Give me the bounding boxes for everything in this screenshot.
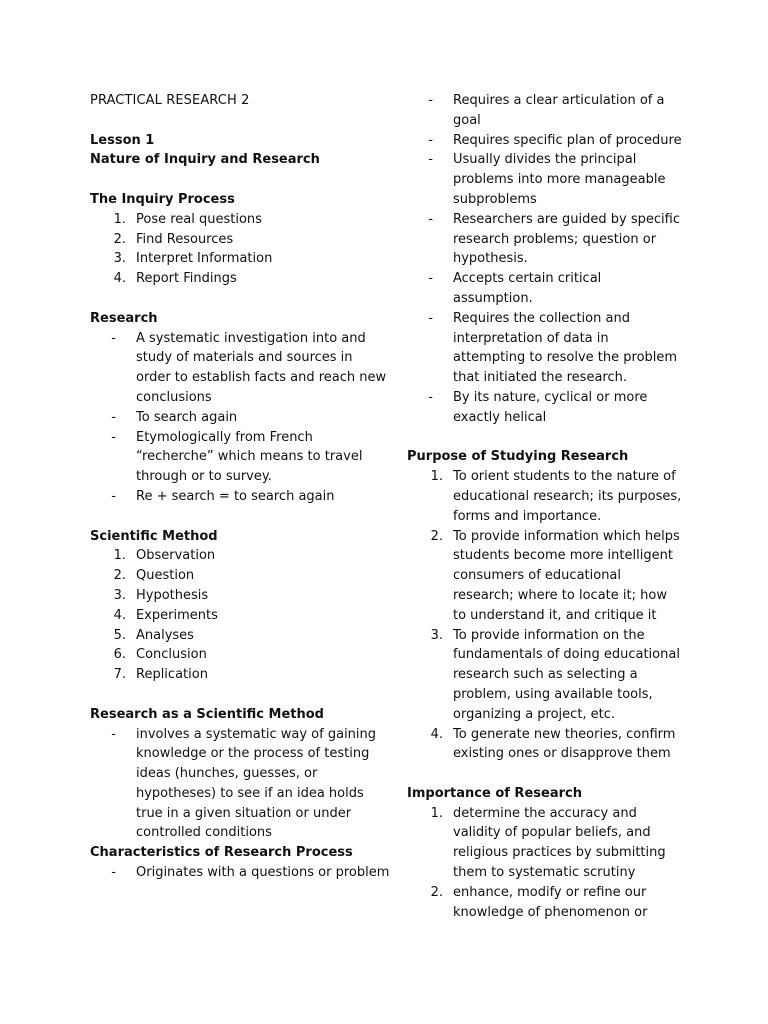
list-item: - Originates with a questions or problem <box>111 865 390 881</box>
list-item: 2. enhance, modify or refine our knowledge of phenomenon or <box>430 884 648 920</box>
list-item: 4. Experiments <box>113 607 218 623</box>
list-item: - Usually divides the principal problems into more manageable subproblems <box>428 152 666 207</box>
list-item: - Researchers are guided by specific research problems; question or hypothesis. <box>428 211 680 267</box>
list-item: - Requires a clear articulation of a goal <box>428 93 665 128</box>
list-item: 3. Hypothesis <box>113 587 209 603</box>
characteristics-list-right <box>407 91 682 428</box>
scientific-method-heading: Scientific Method <box>90 528 218 544</box>
list-item: - involves a systematic way of gaining knowledge or the process of testing ideas (hunches, guesses, or hypotheses) to see if an idea holds true in a given situation or under controlled conditions <box>111 726 377 841</box>
lesson-number: Lesson 1 <box>90 132 155 148</box>
scientific-method-list <box>90 546 390 685</box>
research-scientific-method-list <box>90 725 390 844</box>
importance-list <box>407 804 682 923</box>
left-column <box>90 91 390 883</box>
list-item: - Re + search = to search again <box>111 488 335 504</box>
right-column <box>407 91 682 922</box>
list-item: - Requires the collection and interpretation of data in attempting to resolve the problem that initiated the research. <box>428 310 678 386</box>
characteristics-heading: Characteristics of Research Process <box>90 845 353 861</box>
inquiry-process-heading: The Inquiry Process <box>90 191 235 207</box>
list-item: 5. Analyses <box>113 627 194 643</box>
inquiry-process-list <box>90 210 390 289</box>
list-item: - To search again <box>111 409 238 425</box>
lesson-title: Nature of Inquiry and Research <box>90 152 320 168</box>
research-heading: Research <box>90 310 158 326</box>
list-item: 2. Find Resources <box>113 231 234 247</box>
list-item: 1. Observation <box>113 548 216 564</box>
list-item: 3. Interpret Information <box>113 251 273 267</box>
list-item: - Etymologically from French “recherche” which means to travel through or to survey. <box>111 429 363 485</box>
list-item: 6. Conclusion <box>113 647 207 663</box>
list-item: - A systematic investigation into and study of materials and sources in order to establish facts and reach new conclusions <box>111 330 387 405</box>
document-title: PRACTICAL RESEARCH 2 <box>90 93 250 108</box>
characteristics-list-left <box>90 863 390 883</box>
purpose-list <box>407 467 682 764</box>
list-item: 7. Replication <box>113 667 208 683</box>
list-item: 3. To provide information on the fundamentals of doing educational research such as selecting a problem, using available tools, organizing a project, etc. <box>430 627 680 722</box>
research-list <box>90 329 390 507</box>
research-scientific-method-heading: Research as a Scientific Method <box>90 706 324 722</box>
list-item: 2. To provide information which helps students become more intelligent consumers of educational research; where to locate it; how to understand it, and critique it <box>430 528 680 623</box>
list-item: 1. Pose real questions <box>113 211 262 227</box>
list-item: - By its nature, cyclical or more exactly helical <box>428 389 648 425</box>
list-item: 4. Report Findings <box>113 271 237 287</box>
list-item: 1. determine the accuracy and validity of popular beliefs, and religious practices by submitting them to systematic scrutiny <box>430 805 666 881</box>
list-item: 1. To orient students to the nature of educational research; its purposes, forms and importance. <box>430 469 682 524</box>
list-item: 4. To generate new theories, confirm existing ones or disapprove them <box>430 726 676 762</box>
list-item: - Requires specific plan of procedure <box>428 132 682 148</box>
purpose-heading: Purpose of Studying Research <box>407 449 629 465</box>
list-item: 2. Question <box>113 568 195 584</box>
importance-heading: Importance of Research <box>407 785 582 801</box>
list-item: - Accepts certain critical assumption. <box>428 271 602 306</box>
